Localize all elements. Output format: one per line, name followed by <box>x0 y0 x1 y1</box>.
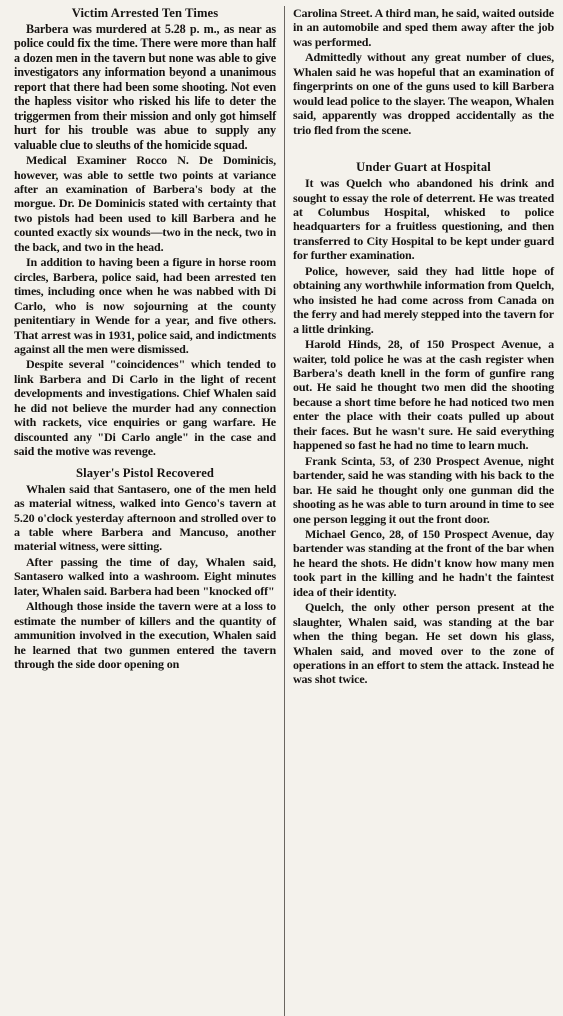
spacer <box>293 138 554 160</box>
paragraph-murder-time: Barbera was murdered at 5.28 p. m., as near as police could fix the time. There were more than half a dozen men in the tavern but none was able to give investigators any information beyond a unanimous report that there had been some shooting. Not even the hapless visitor who risked his life to deter the triggermen from their mission and only got himself hurt for his trouble was abue to supply any valuable clue to sleuths of the homicide squad. <box>14 22 276 152</box>
section-heading-victim-arrested: Victim Arrested Ten Times <box>71 6 219 20</box>
paragraph-frank-scinta: Frank Scinta, 53, of 230 Prospect Avenue, night bartender, said he was standing with his back to the bar. He said he thought only one gunman did the shooting as he was able to turn around in time to see one person legging it out the front door. <box>293 453 554 526</box>
paragraph-michael-genco: Michael Genco, 28, of 150 Prospect Avenue, day bartender was standing at the front of the bar when he heard the shots. He didn't know how many men took part in the killing and he hadn't the faintest idea of their identity. <box>293 526 554 599</box>
paragraph-arrest-record: In addition to having been a figure in horse room circles, Barbera, police said, had been arrested ten times, including once when he was nabbed with Di Carlo, who is now sojourning at the county penitentiary in Wende for a year, and five others. That arrest was in 1931, police said, and indictments against all the men were dismissed. <box>14 255 276 356</box>
paragraph-carolina-street: Carolina Street. A third man, he said, waited outside in an automobile and sped them away after the job was performed. <box>293 6 555 49</box>
paragraph-fingerprints: Admittedly without any great number of clues, Whalen said he was hopeful that an examination of fingerprints on one of the guns used to kill Barbera would lead police to the slayer. The weapon, Whalen said, apparently was dropped accidentally as the trio fled from the scene. <box>293 50 554 137</box>
section-heading-pistol-recovered: Slayer's Pistol Recovered <box>76 465 214 480</box>
paragraph-medical-examiner: Medical Examiner Rocco N. De Dominicis, however, was able to settle two points at variance after an examination of Barbera's body at the morgue. Dr. De Dominicis stated with certainty that two pistols had been used to kill Barbera and he counted exactly six wounds—two in the neck, two in the back, and two in the head. <box>14 153 276 254</box>
paragraph-washroom: After passing the time of day, Whalen said, Santasero walked into a washroom. Eight minutes later, Whalen said. Barbera had been "knocked off" <box>14 554 276 598</box>
right-column <box>284 6 554 1016</box>
paragraph-harold-hinds: Harold Hinds, 28, of 150 Prospect Avenue, a waiter, told police he was at the cash register when Barbera's death knell in the form of gunfire rang out. He said he thought two men did the shooting because a short time before he had noticed two men enter the place with their coats pulled up about their faces. But he wasn't sure. He said everything happened so fast he had no time to learn much. <box>293 337 554 453</box>
left-column <box>14 6 284 1016</box>
paragraph-santasero: Whalen said that Santasero, one of the men held as material witness, walked into Genco's tavern at 5.20 o'clock yesterday afternoon and strolled over to a table where Barbera and Mancuso, another material witness, were sitting. <box>14 481 276 554</box>
paragraph-gunmen-entered: Although those inside the tavern were at a loss to estimate the number of killers and the quantity of ammunition involved in the execution, Whalen said he learned that two gunmen entered the tavern through the side door opening on <box>14 599 276 672</box>
paragraph-quelch: It was Quelch who abandoned his drink and sought to essay the role of deterrent. He was treated at Columbus Hospital, whisked to police headquarters for a fruitless questioning, and then transferred to City Hospital to be kept under guard for further examination. <box>293 176 554 263</box>
paragraph-police-hope: Police, however, said they had little hope of obtaining any worthwhile information from Quelch, who insisted he had come across from Canada on the ferry and had merely stepped into the tavern for a little drinking. <box>293 263 554 336</box>
paragraph-quelch-shot: Quelch, the only other person present at the slaughter, Whalen said, was standing at the bar when the thing began. He set down his glass, Whalen said, and moved over to the zone of operations in an effort to stem the attack. Instead he was shot twice. <box>293 600 554 687</box>
section-heading-under-guard: Under Guart at Hospital <box>356 160 491 175</box>
paragraph-coincidences: Despite several "coincidences" which tended to link Barbera and Di Carlo in the light of recent developments and investigations. Chief Whalen said he did not believe the murder had any connection with rackets, vice enquiries or gang warfare. He discounted any "Di Carlo angle" in the case and said the motive was revenge. <box>14 357 276 459</box>
